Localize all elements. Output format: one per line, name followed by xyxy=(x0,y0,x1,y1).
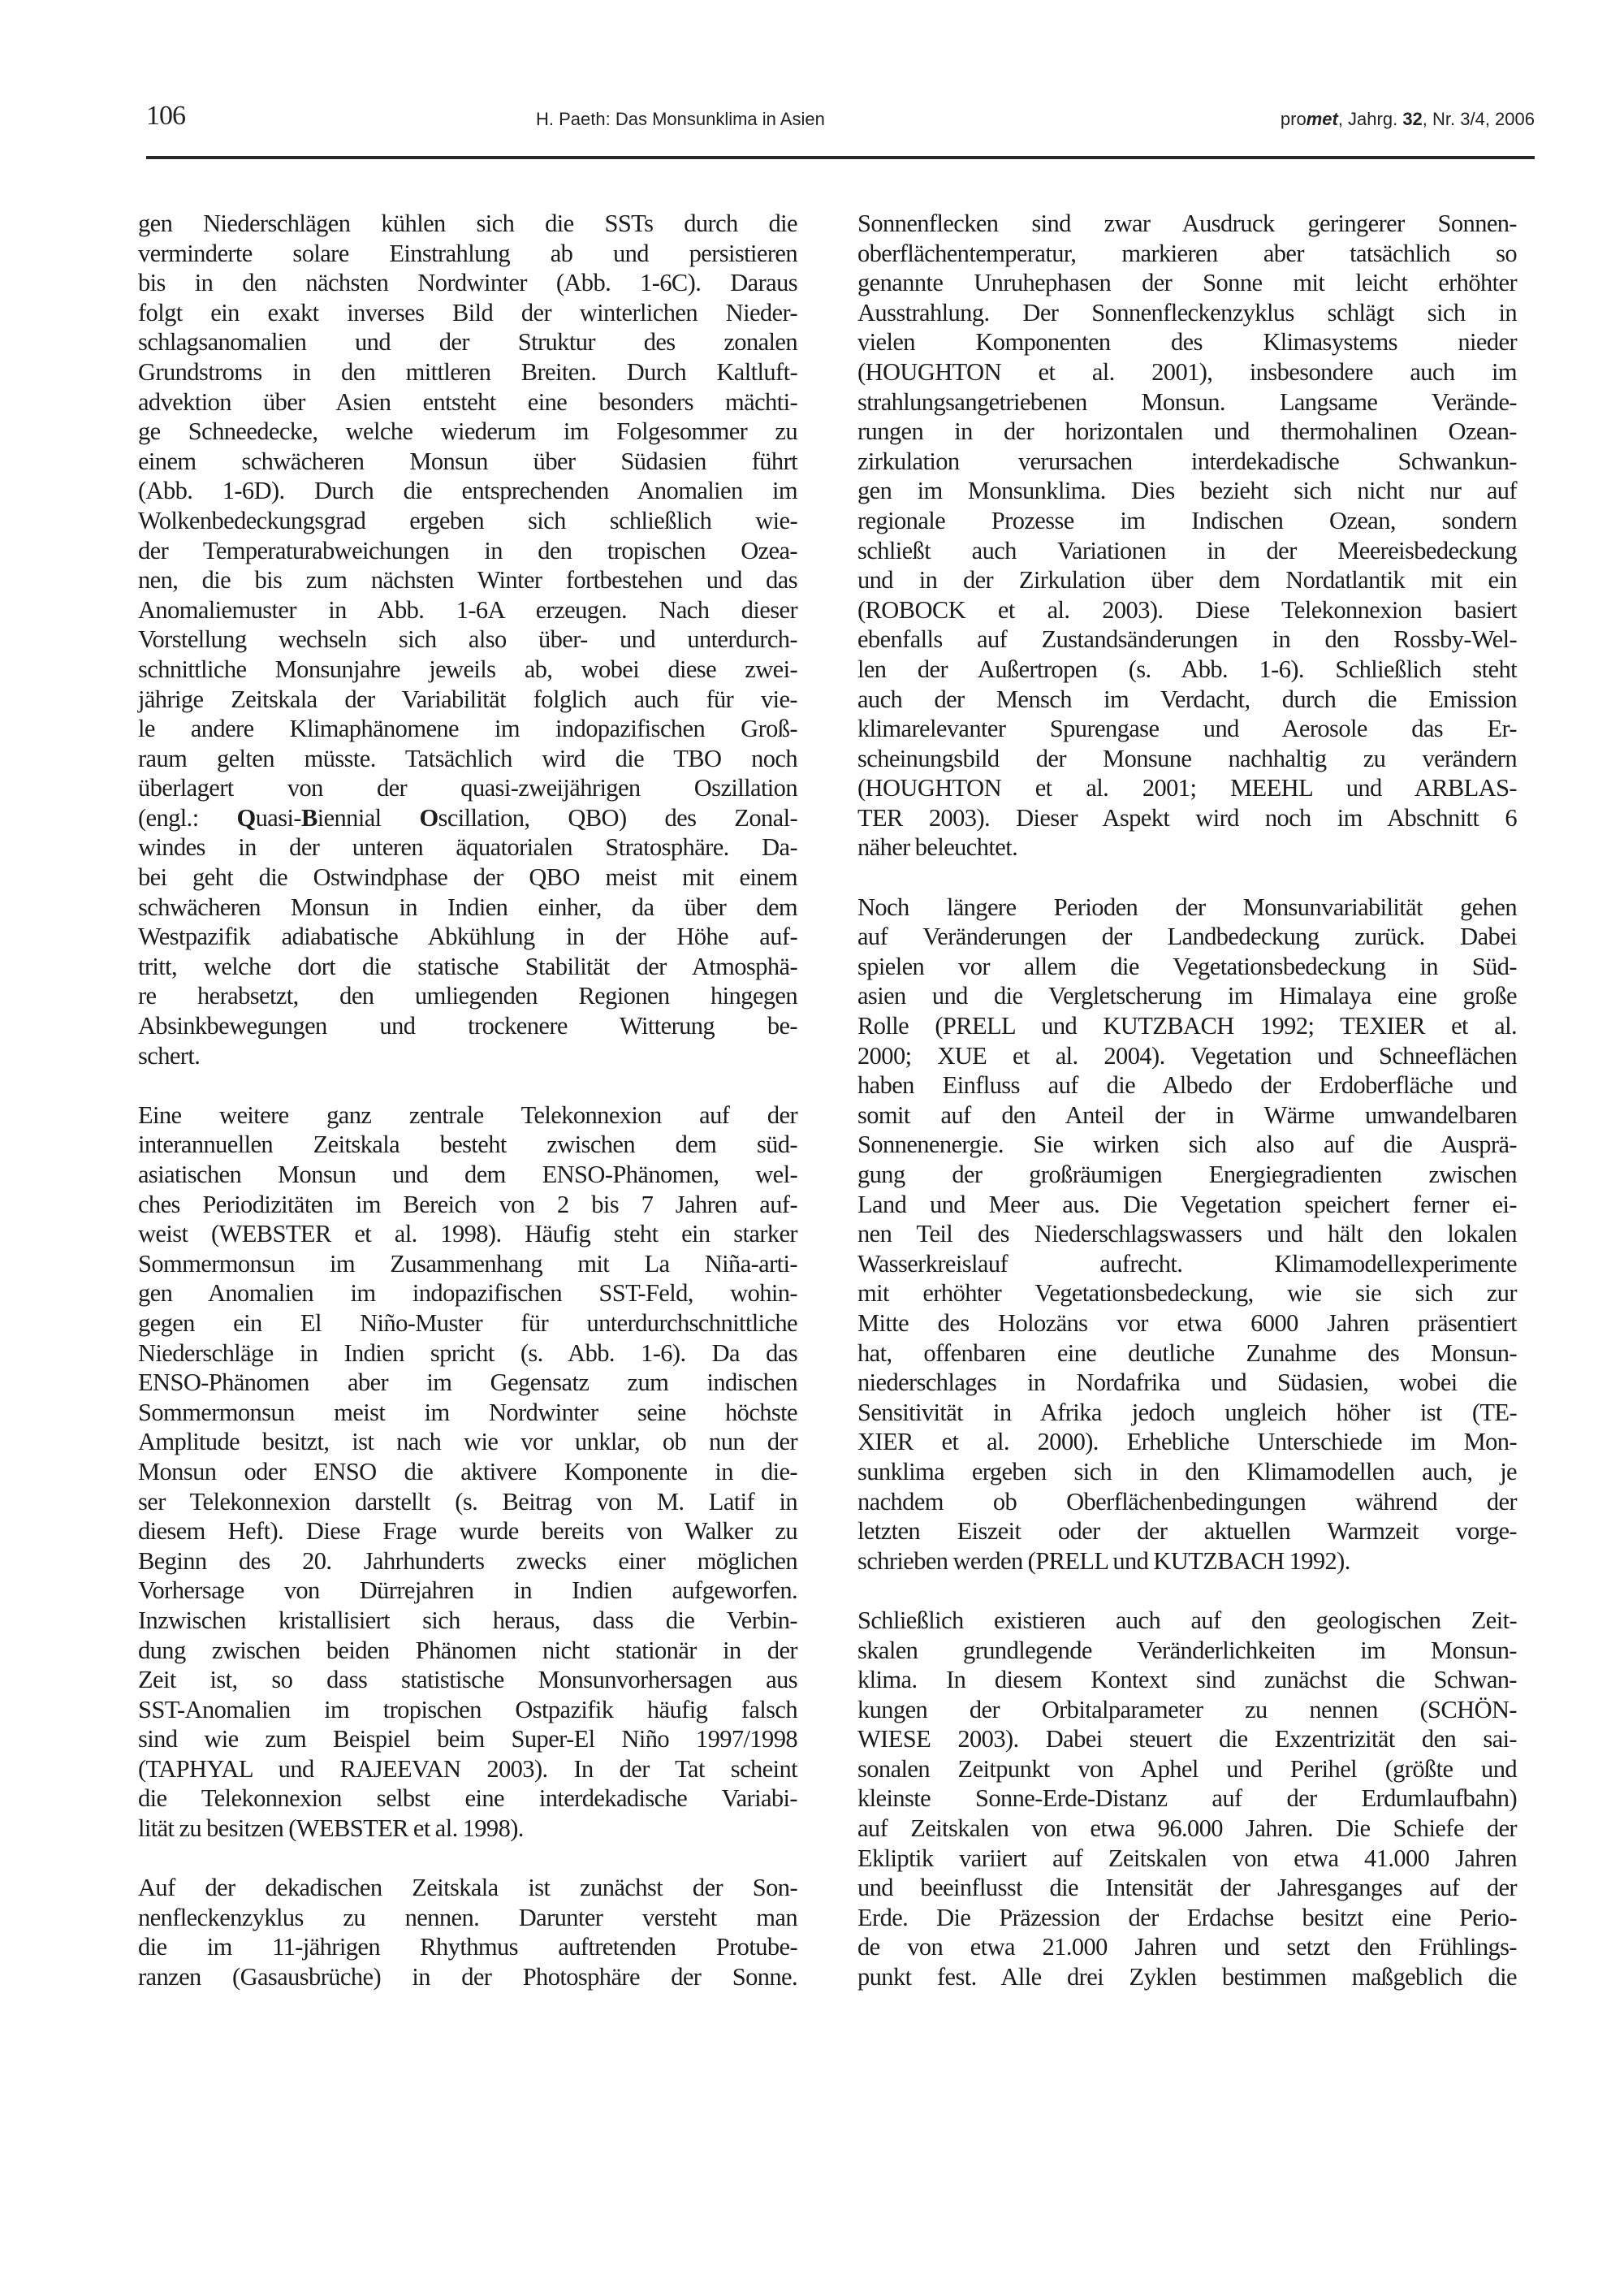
text-line: asien und die Vergletscherung im Himalaya eine große xyxy=(857,982,1517,1010)
text-line: dung zwischen beiden Phänomen nicht stationär in der xyxy=(138,1636,797,1664)
text-line: Grundstroms in den mittleren Breiten. Durch Kaltluft- xyxy=(138,357,797,386)
text-line: nen Teil des Niederschlagswassers und hält den lokalen xyxy=(857,1220,1517,1248)
text-line: letzten Eiszeit oder der aktuellen Warmzeit vorge- xyxy=(857,1517,1517,1546)
text-line: schlagsanomalien und der Struktur des zonalen xyxy=(138,328,797,357)
text-line: schnittliche Monsunjahre jeweils ab, wobei diese zwei- xyxy=(138,655,797,683)
text-line: gen Anomalien im indopazifischen SST-Feld, wohin- xyxy=(138,1279,797,1308)
text-line: Sommermonsun meist im Nordwinter seine höchste xyxy=(138,1398,797,1426)
text-line: tritt, welche dort die statische Stabilität der Atmosphä- xyxy=(138,952,797,980)
text-line: Vorstellung wechseln sich also über- und unterdurch- xyxy=(138,625,797,654)
paragraph xyxy=(857,893,1517,1576)
text-line: interannuellen Zeitskala besteht zwischen dem süd- xyxy=(138,1131,797,1159)
text-line: die Telekonnexion selbst eine interdekadische Variabi- xyxy=(138,1784,797,1813)
journal-suffix: , Nr. 3/4, 2006 xyxy=(1422,109,1535,129)
text-line: gung der großräumigen Energiegradienten zwischen xyxy=(857,1161,1517,1188)
text-line: (engl.: Quasi-Biennial Oscillation, QBO) des Zonal- xyxy=(138,803,798,832)
text-line: Niederschläge in Indien spricht (s. Abb. 1-6). Da das xyxy=(138,1338,797,1367)
journal-mid: , Jahrg. xyxy=(1337,109,1403,129)
text-line: (HOUGHTON et al. 2001; MEEHL und ARBLAS- xyxy=(857,774,1517,802)
running-title: H. Paeth: Das Monsunklima in Asien xyxy=(536,109,825,129)
text-line: (ROBOCK et al. 2003). Diese Telekonnexion basiert xyxy=(857,595,1517,624)
text-line: schließt auch Variationen in der Meereisbedeckung xyxy=(857,536,1517,564)
text-line: Sonnenenergie. Sie wirken sich also auf die Ausprä- xyxy=(857,1131,1517,1159)
text-line: Zeit ist, so dass statistische Monsunvorhersagen aus xyxy=(138,1666,797,1694)
text-line: skalen grundlegende Veränderlichkeiten im Monsun- xyxy=(857,1636,1517,1664)
text-line: Sensitivität in Afrika jedoch ungleich höher ist (TE- xyxy=(857,1398,1517,1426)
text-line: auf Veränderungen der Landbedeckung zurück. Dabei xyxy=(857,923,1517,951)
text-line: ebenfalls auf Zustandsänderungen in den Rossby-Wel- xyxy=(857,625,1517,654)
text-line: bei geht die Ostwindphase der QBO meist mit einem xyxy=(138,863,797,892)
text-line: gegen ein El Niño-Muster für unterdurchschnittliche xyxy=(138,1308,797,1337)
text-line: nenfleckenzyklus zu nennen. Darunter versteht man xyxy=(138,1903,797,1931)
text-line: Westpazifik adiabatische Abkühlung in der Höhe auf- xyxy=(138,923,797,951)
text-line: 2000; XUE et al. 2004). Vegetation und Schneeflächen xyxy=(857,1041,1517,1070)
text-line: kleinste Sonne-Erde-Distanz auf der Erdumlaufbahn) xyxy=(857,1784,1517,1813)
text-line: sunklima ergeben sich in den Klimamodellen auch, je xyxy=(857,1457,1517,1485)
text-line: ranzen (Gasausbrüche) in der Photosphäre der Sonne. xyxy=(138,1963,797,1991)
paragraph xyxy=(138,209,797,1070)
text-line: ge Schneedecke, welche wiederum im Folgesommer zu xyxy=(138,417,797,446)
text-line: WIESE 2003). Dabei steuert die Exzentrizität den sai- xyxy=(857,1725,1517,1753)
text-line: nachdem ob Oberflächenbedingungen während der xyxy=(857,1487,1517,1516)
text-line: Wolkenbedeckungsgrad ergeben sich schließlich wie- xyxy=(138,506,797,534)
text-line: Inzwischen kristallisiert sich heraus, dass die Verbin- xyxy=(138,1606,797,1634)
text-line: Noch längere Perioden der Monsunvariabilität gehen xyxy=(857,893,1517,921)
text-line: genannte Unruhephasen der Sonne mit leicht erhöhter xyxy=(857,269,1517,297)
text-line: Beginn des 20. Jahrhunderts zwecks einer möglichen xyxy=(138,1546,797,1575)
text-line: haben Einfluss auf die Albedo der Erdoberfläche und xyxy=(857,1071,1517,1100)
text-line: Vorhersage von Dürrejahren in Indien aufgeworfen. xyxy=(138,1576,797,1605)
text-line: Mitte des Holozäns vor etwa 6000 Jahren präsentiert xyxy=(857,1308,1517,1337)
text-line: sind wie zum Beispiel beim Super-El Niño 1997/1998 xyxy=(138,1725,797,1753)
text-line: TER 2003). Dieser Aspekt wird noch im Abschnitt 6 xyxy=(857,803,1517,832)
text-line: klima. In diesem Kontext sind zunächst die Schwan- xyxy=(857,1666,1517,1694)
journal-citation xyxy=(1281,109,1535,130)
text-line: und in der Zirkulation über dem Nordatlantik mit ein xyxy=(857,566,1517,595)
text-line: bis in den nächsten Nordwinter (Abb. 1-6C). Daraus xyxy=(138,269,797,297)
text-line: ches Periodizitäten im Bereich von 2 bis 7 Jahren auf- xyxy=(138,1190,797,1218)
text-line: und beeinflusst die Intensität der Jahresganges auf der xyxy=(857,1874,1517,1902)
text-line: Amplitude besitzt, ist nach wie vor unklar, ob nun der xyxy=(138,1428,797,1456)
text-line: re herabsetzt, den umliegenden Regionen hingegen xyxy=(138,982,797,1010)
header-rule xyxy=(146,156,1535,159)
text-line: Monsun oder ENSO die aktivere Komponente in die- xyxy=(138,1457,797,1485)
text-line: asiatischen Monsun und dem ENSO-Phänomen, wel- xyxy=(138,1161,797,1188)
text-line: XIER et al. 2000). Erhebliche Unterschiede im Mon- xyxy=(857,1428,1517,1456)
text-line: verminderte solare Einstrahlung ab und persistieren xyxy=(138,239,797,267)
text-line: len der Außertropen (s. Abb. 1-6). Schließlich steht xyxy=(857,655,1517,683)
text-line: Schließlich existieren auch auf den geologischen Zeit- xyxy=(857,1606,1517,1634)
text-line: lität zu besitzen (WEBSTER et al. 1998). xyxy=(138,1814,524,1843)
text-line: gen Niederschlägen kühlen sich die SSTs durch die xyxy=(138,210,797,237)
text-line: jährige Zeitskala der Variabilität folglich auch für vie- xyxy=(138,685,797,713)
paragraph xyxy=(857,209,1517,863)
text-line: (TAPHYAL und RAJEEVAN 2003). In der Tat scheint xyxy=(138,1754,797,1783)
text-line: schert. xyxy=(138,1041,201,1070)
text-line: zirkulation verursachen interdekadische Schwankun- xyxy=(857,447,1517,475)
text-line: (HOUGHTON et al. 2001), insbesondere auch im xyxy=(857,357,1517,386)
text-line: spielen vor allem die Vegetationsbedeckung in Süd- xyxy=(857,952,1517,980)
text-line: (Abb. 1-6D). Durch die entsprechenden Anomalien im xyxy=(138,477,797,505)
bold-initial: O xyxy=(419,803,438,832)
right-column xyxy=(857,209,1517,2021)
text-line: schrieben werden (PRELL und KUTZBACH 1992). xyxy=(857,1546,1350,1575)
text-line: Auf der dekadischen Zeitskala ist zunächst der Son- xyxy=(138,1874,797,1902)
page-header xyxy=(146,101,1535,136)
text-line: ENSO-Phänomen aber im Gegensatz zum indischen xyxy=(138,1369,797,1397)
text-line: rungen in der horizontalen und thermohalinen Ozean- xyxy=(857,417,1517,446)
journal-volume: 32 xyxy=(1402,109,1423,129)
text-line: somit auf den Anteil der in Wärme umwandelbaren xyxy=(857,1100,1517,1129)
text-line: gen im Monsunklima. Dies bezieht sich nicht nur auf xyxy=(857,477,1517,505)
text-line: kungen der Orbitalparameter zu nennen (SCHÖN- xyxy=(857,1695,1517,1723)
text-line: mit erhöhter Vegetationsbedeckung, wie sie sich zur xyxy=(857,1279,1517,1308)
text-line: Wasserkreislauf aufrecht. Klimamodellexperimente xyxy=(857,1249,1517,1278)
text-line: weist (WEBSTER et al. 1998). Häufig steht ein starker xyxy=(138,1220,797,1248)
page-number: 106 xyxy=(146,101,185,131)
text-line: der Temperaturabweichungen in den tropischen Ozea- xyxy=(138,536,797,564)
bold-initial: B xyxy=(300,803,317,832)
text-line: niederschlages in Nordafrika und Südasien, wobei die xyxy=(857,1369,1517,1397)
text-line: überlagert von der quasi-zweijährigen Oszillation xyxy=(138,774,797,802)
text-line: SST-Anomalien im tropischen Ostpazifik häufig falsch xyxy=(138,1695,797,1723)
text-line: windes in der unteren äquatorialen Stratosphäre. Da- xyxy=(138,833,797,862)
text-line: hat, offenbaren eine deutliche Zunahme des Monsun- xyxy=(857,1338,1517,1367)
text-line: strahlungsangetriebenen Monsun. Langsame Verände- xyxy=(857,387,1517,416)
text-line: le andere Klimaphänomene im indopazifischen Groß- xyxy=(138,715,797,743)
text-line: Rolle (PRELL und KUTZBACH 1992; TEXIER et al. xyxy=(857,1012,1517,1040)
text-line: scheinungsbild der Monsune nachhaltig zu verändern xyxy=(857,744,1517,772)
text-line: Sonnenflecken sind zwar Ausdruck geringerer Sonnen- xyxy=(857,210,1517,237)
text-line: advektion über Asien entsteht eine besonders mächti- xyxy=(138,387,797,416)
text-line: de von etwa 21.000 Jahren und setzt den Frühlings- xyxy=(857,1933,1517,1961)
text-line: folgt ein exakt inverses Bild der winterlichen Nieder- xyxy=(138,298,797,326)
text-line: Absinkbewegungen und trockenere Witterung be- xyxy=(138,1012,797,1040)
bold-initial: Q xyxy=(236,803,256,832)
text-line: klimarelevanter Spurengase und Aerosole das Er- xyxy=(857,715,1517,743)
paragraph xyxy=(138,1873,797,1991)
text-line: auch der Mensch im Verdacht, durch die Emission xyxy=(857,685,1517,713)
text-line: diesem Heft). Diese Frage wurde bereits von Walker zu xyxy=(138,1517,797,1546)
text-line: einem schwächeren Monsun über Südasien führt xyxy=(138,447,797,475)
text-line: Anomaliemuster in Abb. 1-6A erzeugen. Nach dieser xyxy=(138,595,797,624)
text-line: raum gelten müsste. Tatsächlich wird die TBO noch xyxy=(138,744,797,772)
left-column xyxy=(138,209,797,2021)
paragraph xyxy=(857,1606,1517,1992)
text-line: Ausstrahlung. Der Sonnenfleckenzyklus schlägt sich in xyxy=(857,298,1517,326)
text-line: ser Telekonnexion darstellt (s. Beitrag von M. Latif in xyxy=(138,1487,797,1516)
text-line: Eine weitere ganz zentrale Telekonnexion auf der xyxy=(138,1100,797,1129)
text-line: sonalen Zeitpunkt von Aphel und Perihel (größte und xyxy=(857,1754,1517,1783)
text-line: Sommermonsun im Zusammenhang mit La Niña-arti- xyxy=(138,1249,797,1278)
text-line: regionale Prozesse im Indischen Ozean, sondern xyxy=(857,506,1517,534)
text-line: vielen Komponenten des Klimasystems nieder xyxy=(857,328,1517,357)
text-line: oberflächentemperatur, markieren aber tatsächlich so xyxy=(857,239,1517,267)
text-line: die im 11-jährigen Rhythmus auftretenden Protube- xyxy=(138,1933,797,1961)
text-line: Ekliptik variiert auf Zeitskalen von etwa 41.000 Jahren xyxy=(857,1844,1517,1872)
paragraph xyxy=(138,1100,797,1844)
text-line: schwächeren Monsun in Indien einher, da über dem xyxy=(138,893,797,921)
text-line: Land und Meer aus. Die Vegetation speichert ferner ei- xyxy=(857,1190,1517,1218)
text-line: Erde. Die Präzession der Erdachse besitzt eine Perio- xyxy=(857,1903,1517,1931)
text-line: näher beleuchtet. xyxy=(857,833,1018,862)
journal-prefix: pro xyxy=(1280,109,1307,129)
text-line: punkt fest. Alle drei Zyklen bestimmen maßgeblich die xyxy=(857,1963,1517,1991)
text-line: auf Zeitskalen von etwa 96.000 Jahren. Die Schiefe der xyxy=(857,1814,1517,1843)
journal-emph: met xyxy=(1306,109,1338,129)
text-line: nen, die bis zum nächsten Winter fortbestehen und das xyxy=(138,566,797,595)
